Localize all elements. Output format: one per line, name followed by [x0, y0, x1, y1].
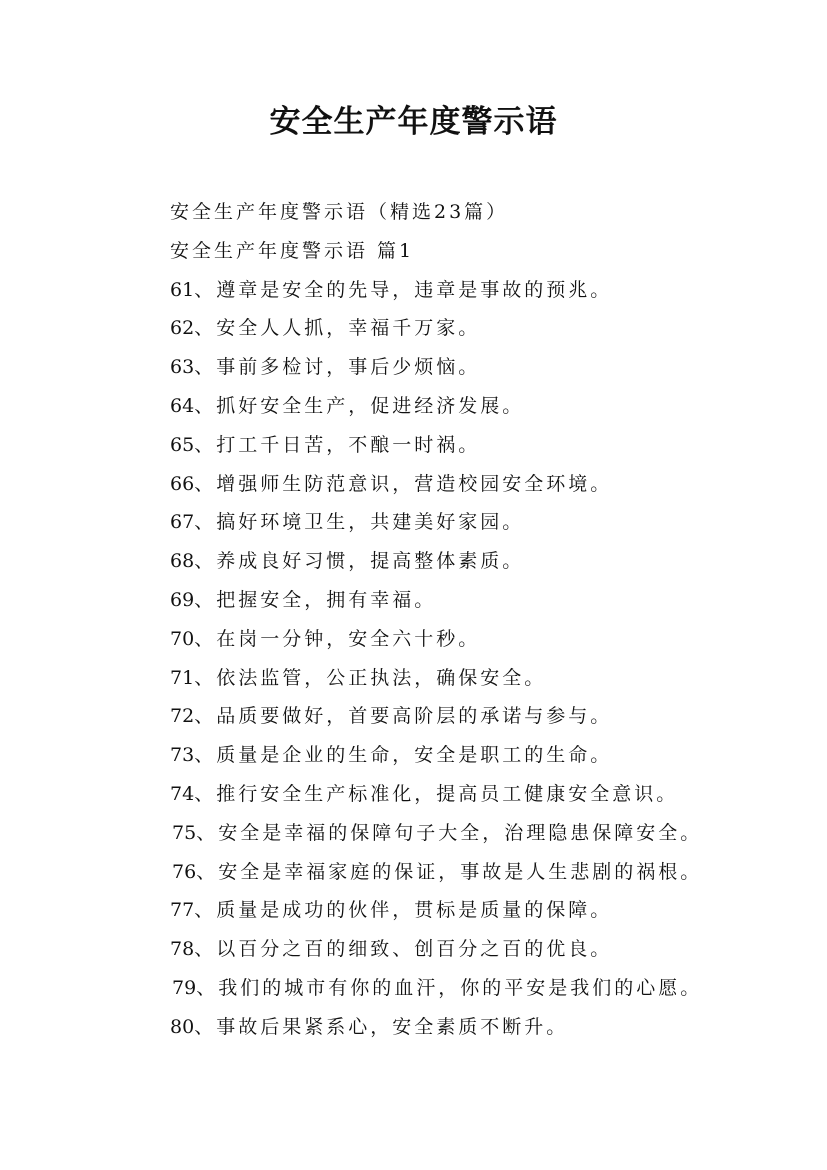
list-item: [170, 542, 730, 581]
list-item: [170, 930, 730, 969]
list-item: [170, 697, 730, 736]
item-text: 、以百分之百的细致、创百分之百的优良。: [194, 938, 613, 961]
list-item: [170, 969, 730, 1008]
item-text: 、遵章是安全的先导，违章是事故的预兆。: [194, 278, 613, 301]
item-text: 、抓好安全生产，促进经济发展。: [194, 394, 525, 417]
item-number: 72: [170, 705, 195, 728]
item-text: 、质量是成功的伙伴，贯标是质量的保障。: [194, 899, 613, 922]
item-text: 、依法监管，公正执法，确保安全。: [194, 666, 547, 689]
list-item: [170, 271, 730, 310]
item-number: 64: [170, 394, 195, 417]
list-item: [170, 891, 730, 930]
list-item: [170, 659, 730, 698]
item-text: 、事前多检讨，事后少烦恼。: [194, 356, 481, 379]
item-text: 、养成良好习惯，提高整体素质。: [194, 550, 525, 573]
list-item: [170, 853, 730, 892]
list-item: [170, 387, 730, 426]
item-number: 76: [172, 860, 197, 883]
section-heading: 安全生产年度警示语 篇1: [170, 239, 415, 262]
item-text: 、推行安全生产标准化，提高员工健康安全意识。: [194, 782, 679, 805]
list-item: [170, 426, 730, 465]
list-item: [170, 1008, 730, 1047]
item-number: 74: [170, 782, 195, 805]
list-item: [170, 503, 730, 542]
item-number: 78: [170, 938, 195, 961]
item-text: 、质量是企业的生命，安全是职工的生命。: [194, 744, 613, 767]
item-text: 、把握安全，拥有幸福。: [194, 588, 437, 611]
list-item: [170, 814, 730, 853]
item-text: 、打工千日苦，不酿一时祸。: [194, 433, 481, 456]
item-number: 77: [170, 899, 195, 922]
document-subtitle: 安全生产年度警示语（精选23篇）: [170, 201, 509, 223]
item-number: 62: [170, 317, 195, 340]
list-item: [170, 775, 730, 814]
item-text: 、搞好环境卫生，共建美好家园。: [194, 511, 525, 534]
item-number: 68: [170, 550, 195, 573]
item-number: 67: [170, 511, 195, 534]
item-number: 80: [170, 1015, 195, 1038]
list-item: [170, 581, 730, 620]
item-number: 75: [172, 821, 197, 844]
item-text: 、我们的城市有你的血汗，你的平安是我们的心愿。: [196, 976, 703, 999]
item-text: 、品质要做好，首要高阶层的承诺与参与。: [194, 705, 613, 728]
item-text: 、在岗一分钟，安全六十秒。: [194, 627, 481, 650]
item-number: 69: [170, 588, 195, 611]
item-number: 65: [170, 433, 195, 456]
item-number: 70: [170, 627, 195, 650]
list-item: [170, 309, 730, 348]
item-number: 61: [170, 278, 195, 301]
item-text: 、安全是幸福家庭的保证，事故是人生悲剧的祸根。: [196, 860, 703, 883]
item-number: 79: [172, 976, 197, 999]
document-title: 安全生产年度警示语: [269, 104, 558, 140]
item-number: 73: [170, 744, 195, 767]
list-item: [170, 736, 730, 775]
item-text: 、增强师生防范意识，营造校园安全环境。: [194, 472, 613, 495]
list-item: [170, 465, 730, 504]
item-text: 、事故后果紧系心，安全素质不断升。: [194, 1015, 569, 1038]
list-item: [170, 348, 730, 387]
list-item: [170, 620, 730, 659]
item-text: 、安全是幸福的保障句子大全，治理隐患保障安全。: [196, 821, 703, 844]
document-body: [170, 193, 730, 1047]
item-number: 63: [170, 356, 195, 379]
item-number: 66: [170, 472, 195, 495]
item-text: 、安全人人抓，幸福千万家。: [194, 317, 481, 340]
item-number: 71: [170, 666, 195, 689]
